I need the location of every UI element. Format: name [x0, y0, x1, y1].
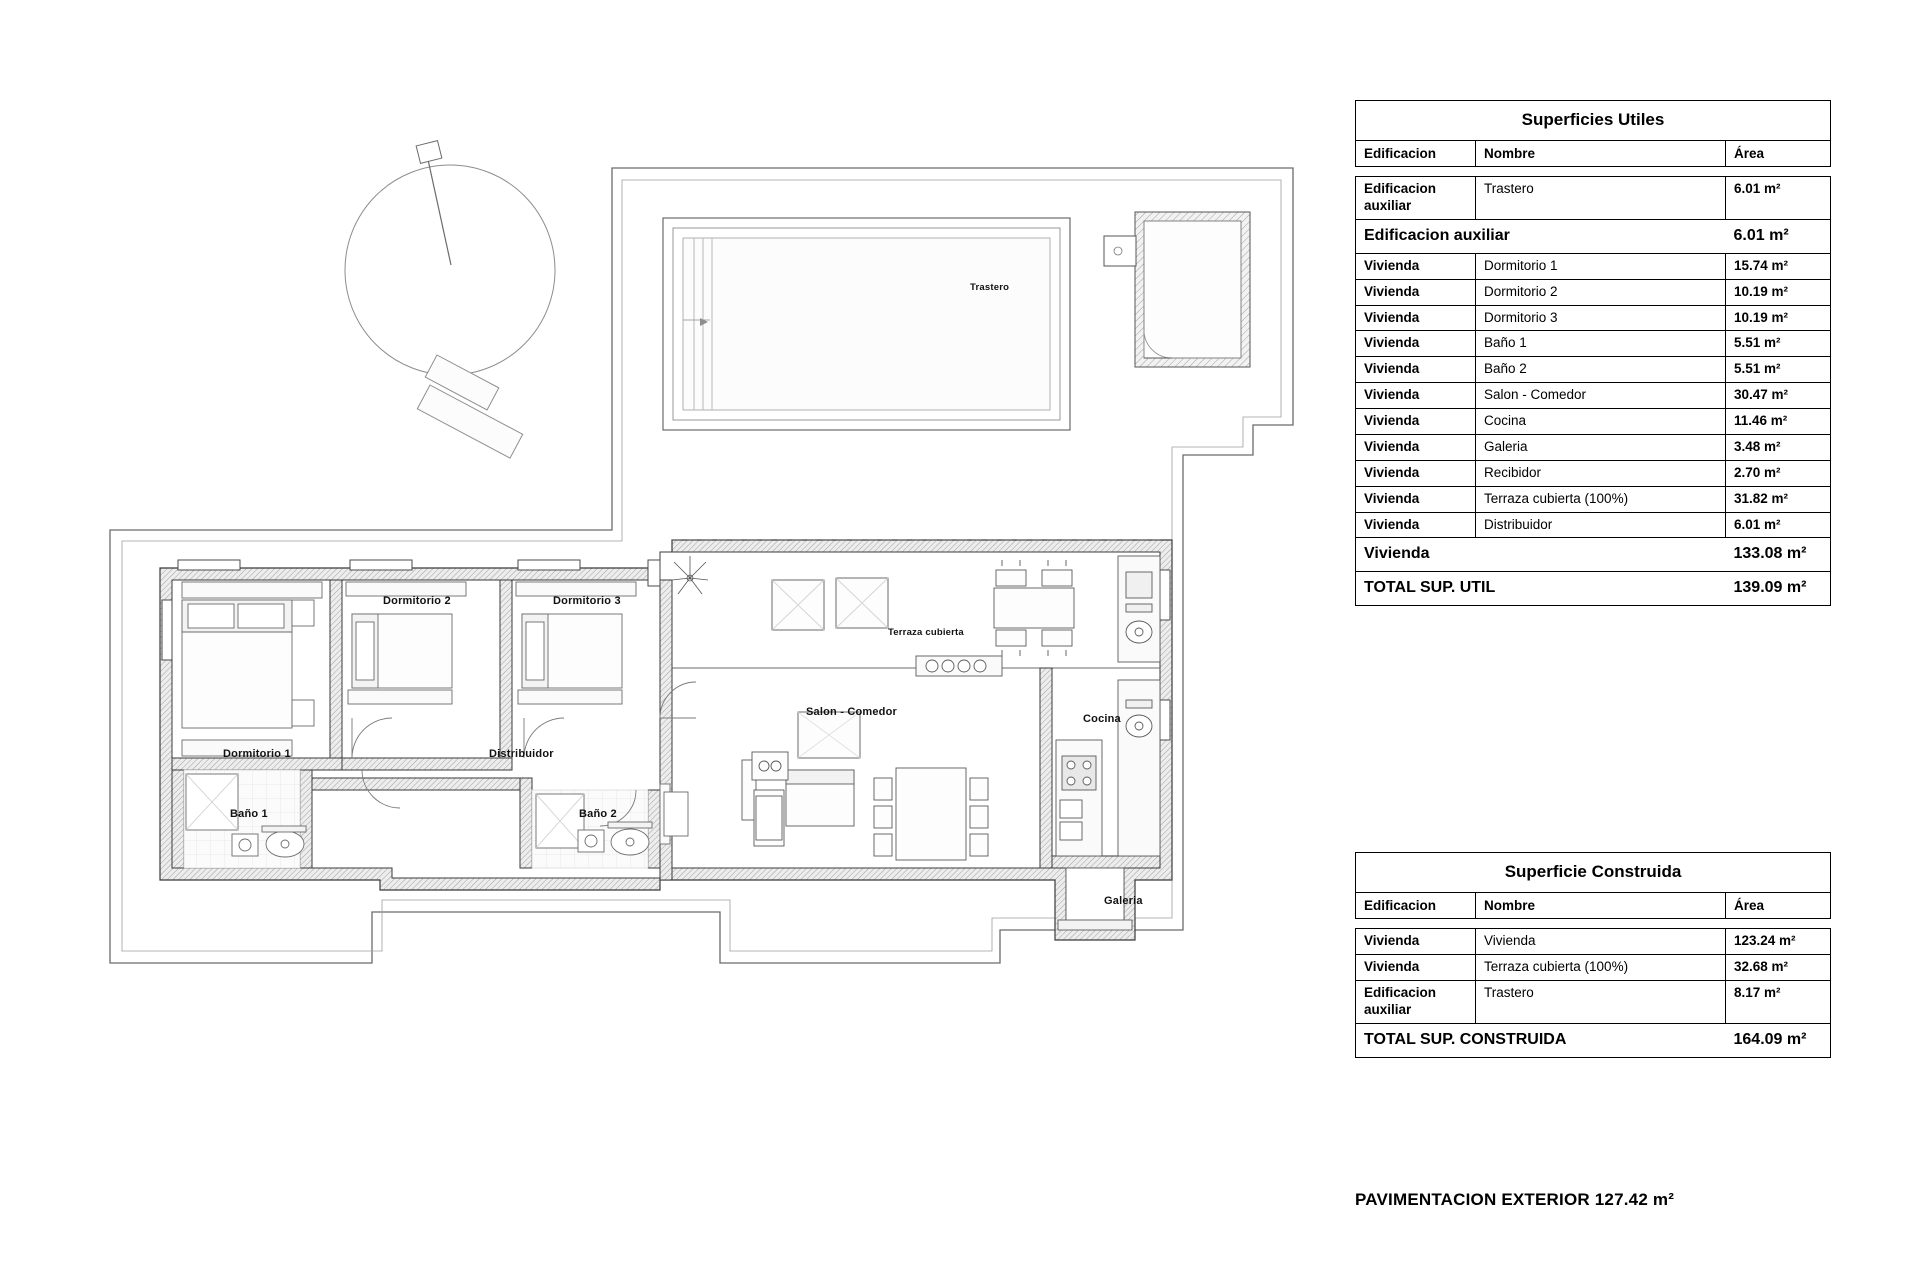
cell-edificacion: Vivienda: [1356, 460, 1476, 486]
table-row: [1356, 305, 1831, 331]
cell-edificacion: Edificacion auxiliar: [1356, 177, 1476, 220]
subtotal-label: Vivienda: [1356, 538, 1726, 572]
cell-nombre: Baño 1: [1476, 331, 1726, 357]
subtotal-area: 133.08 m²: [1726, 538, 1831, 572]
table-row: [1356, 486, 1831, 512]
cell-area: 123.24 m²: [1726, 929, 1831, 955]
cell-area: 6.01 m²: [1726, 177, 1831, 220]
cell-edificacion: Vivienda: [1356, 357, 1476, 383]
table-superficie-construida: [1355, 852, 1831, 1058]
cell-edificacion: Vivienda: [1356, 954, 1476, 980]
cell-area: 2.70 m²: [1726, 460, 1831, 486]
cell-nombre: Baño 2: [1476, 357, 1726, 383]
room-label-dormitorio-2: Dormitorio 2: [383, 595, 451, 607]
table-title-construida: Superficie Construida: [1356, 853, 1831, 893]
total-area: 139.09 m²: [1726, 572, 1831, 606]
cell-nombre: Terraza cubierta (100%): [1476, 954, 1726, 980]
cell-area: 5.51 m²: [1726, 357, 1831, 383]
cell-area: 11.46 m²: [1726, 409, 1831, 435]
table-row: [1356, 177, 1831, 220]
table-row: [1356, 954, 1831, 980]
cell-nombre: Cocina: [1476, 409, 1726, 435]
cell-edificacion: Vivienda: [1356, 305, 1476, 331]
table-title-row: [1356, 853, 1831, 893]
header-edificacion: Edificacion: [1356, 893, 1476, 919]
total-row-sup-construida: [1356, 1023, 1831, 1057]
total-area: 164.09 m²: [1726, 1023, 1831, 1057]
header-area: Área: [1726, 141, 1831, 167]
cell-area: 5.51 m²: [1726, 331, 1831, 357]
room-label-dormitorio-1: Dormitorio 1: [223, 748, 291, 760]
table-row: [1356, 383, 1831, 409]
table-header-row: [1356, 893, 1831, 919]
cell-area: 10.19 m²: [1726, 279, 1831, 305]
cell-nombre: Trastero: [1476, 177, 1726, 220]
table-row: [1356, 980, 1831, 1023]
cell-nombre: Distribuidor: [1476, 512, 1726, 538]
header-area: Área: [1726, 893, 1831, 919]
room-label-trastero: Trastero: [970, 282, 1010, 293]
room-label-bano-2: Baño 2: [579, 808, 617, 820]
cell-nombre: Vivienda: [1476, 929, 1726, 955]
room-label-distribuidor: Distribuidor: [489, 748, 554, 760]
room-label-terraza-cubierta: Terraza cubierta: [888, 627, 964, 638]
cell-nombre: Salon - Comedor: [1476, 383, 1726, 409]
table-row: [1356, 512, 1831, 538]
room-label-salon-comedor: Salon - Comedor: [806, 706, 898, 718]
cell-nombre: Terraza cubierta (100%): [1476, 486, 1726, 512]
cell-area: 15.74 m²: [1726, 253, 1831, 279]
cell-nombre: Dormitorio 1: [1476, 253, 1726, 279]
room-label-bano-1: Baño 1: [230, 808, 268, 820]
cell-area: 31.82 m²: [1726, 486, 1831, 512]
cell-nombre: Trastero: [1476, 980, 1726, 1023]
area-schedule-panel: [1355, 0, 1855, 1280]
table-header-row: [1356, 141, 1831, 167]
cell-edificacion: Vivienda: [1356, 253, 1476, 279]
cell-area: 3.48 m²: [1726, 434, 1831, 460]
pavimentacion-exterior-label: PAVIMENTACION EXTERIOR 127.42 m²: [1355, 1190, 1675, 1209]
total-label: TOTAL SUP. UTIL: [1356, 572, 1726, 606]
table-title-row: [1356, 101, 1831, 141]
cell-edificacion: Edificacion auxiliar: [1356, 980, 1476, 1023]
subtotal-area: 6.01 m²: [1726, 219, 1831, 253]
cell-edificacion: Vivienda: [1356, 279, 1476, 305]
header-nombre: Nombre: [1476, 141, 1726, 167]
subtotal-label: Edificacion auxiliar: [1356, 219, 1726, 253]
header-nombre: Nombre: [1476, 893, 1726, 919]
table-spacer: [1356, 167, 1831, 177]
table-row: [1356, 253, 1831, 279]
cell-area: 8.17 m²: [1726, 980, 1831, 1023]
room-label-cocina: Cocina: [1083, 713, 1121, 725]
cell-edificacion: Vivienda: [1356, 383, 1476, 409]
table-row: [1356, 279, 1831, 305]
cell-edificacion: Vivienda: [1356, 512, 1476, 538]
subtotal-row-edificacion-auxiliar: [1356, 219, 1831, 253]
table-title-utiles: Superficies Utiles: [1356, 101, 1831, 141]
room-label-galeria: Galeria: [1104, 895, 1143, 907]
cell-nombre: Dormitorio 3: [1476, 305, 1726, 331]
cell-nombre: Dormitorio 2: [1476, 279, 1726, 305]
cell-area: 10.19 m²: [1726, 305, 1831, 331]
table-row: [1356, 460, 1831, 486]
table-row: [1356, 331, 1831, 357]
table-spacer: [1356, 919, 1831, 929]
total-label: TOTAL SUP. CONSTRUIDA: [1356, 1023, 1726, 1057]
cell-area: 6.01 m²: [1726, 512, 1831, 538]
cell-nombre: Galeria: [1476, 434, 1726, 460]
cell-edificacion: Vivienda: [1356, 434, 1476, 460]
table-row: [1356, 409, 1831, 435]
table-row: [1356, 929, 1831, 955]
cell-edificacion: Vivienda: [1356, 331, 1476, 357]
header-edificacion: Edificacion: [1356, 141, 1476, 167]
cell-area: 30.47 m²: [1726, 383, 1831, 409]
cell-nombre: Recibidor: [1476, 460, 1726, 486]
table-row: [1356, 434, 1831, 460]
cell-edificacion: Vivienda: [1356, 486, 1476, 512]
table-superficies-utiles: [1355, 100, 1831, 606]
subtotal-row-vivienda: [1356, 538, 1831, 572]
table-row: [1356, 357, 1831, 383]
cell-edificacion: Vivienda: [1356, 409, 1476, 435]
cell-area: 32.68 m²: [1726, 954, 1831, 980]
cell-edificacion: Vivienda: [1356, 929, 1476, 955]
room-label-dormitorio-3: Dormitorio 3: [553, 595, 621, 607]
total-row-sup-util: [1356, 572, 1831, 606]
